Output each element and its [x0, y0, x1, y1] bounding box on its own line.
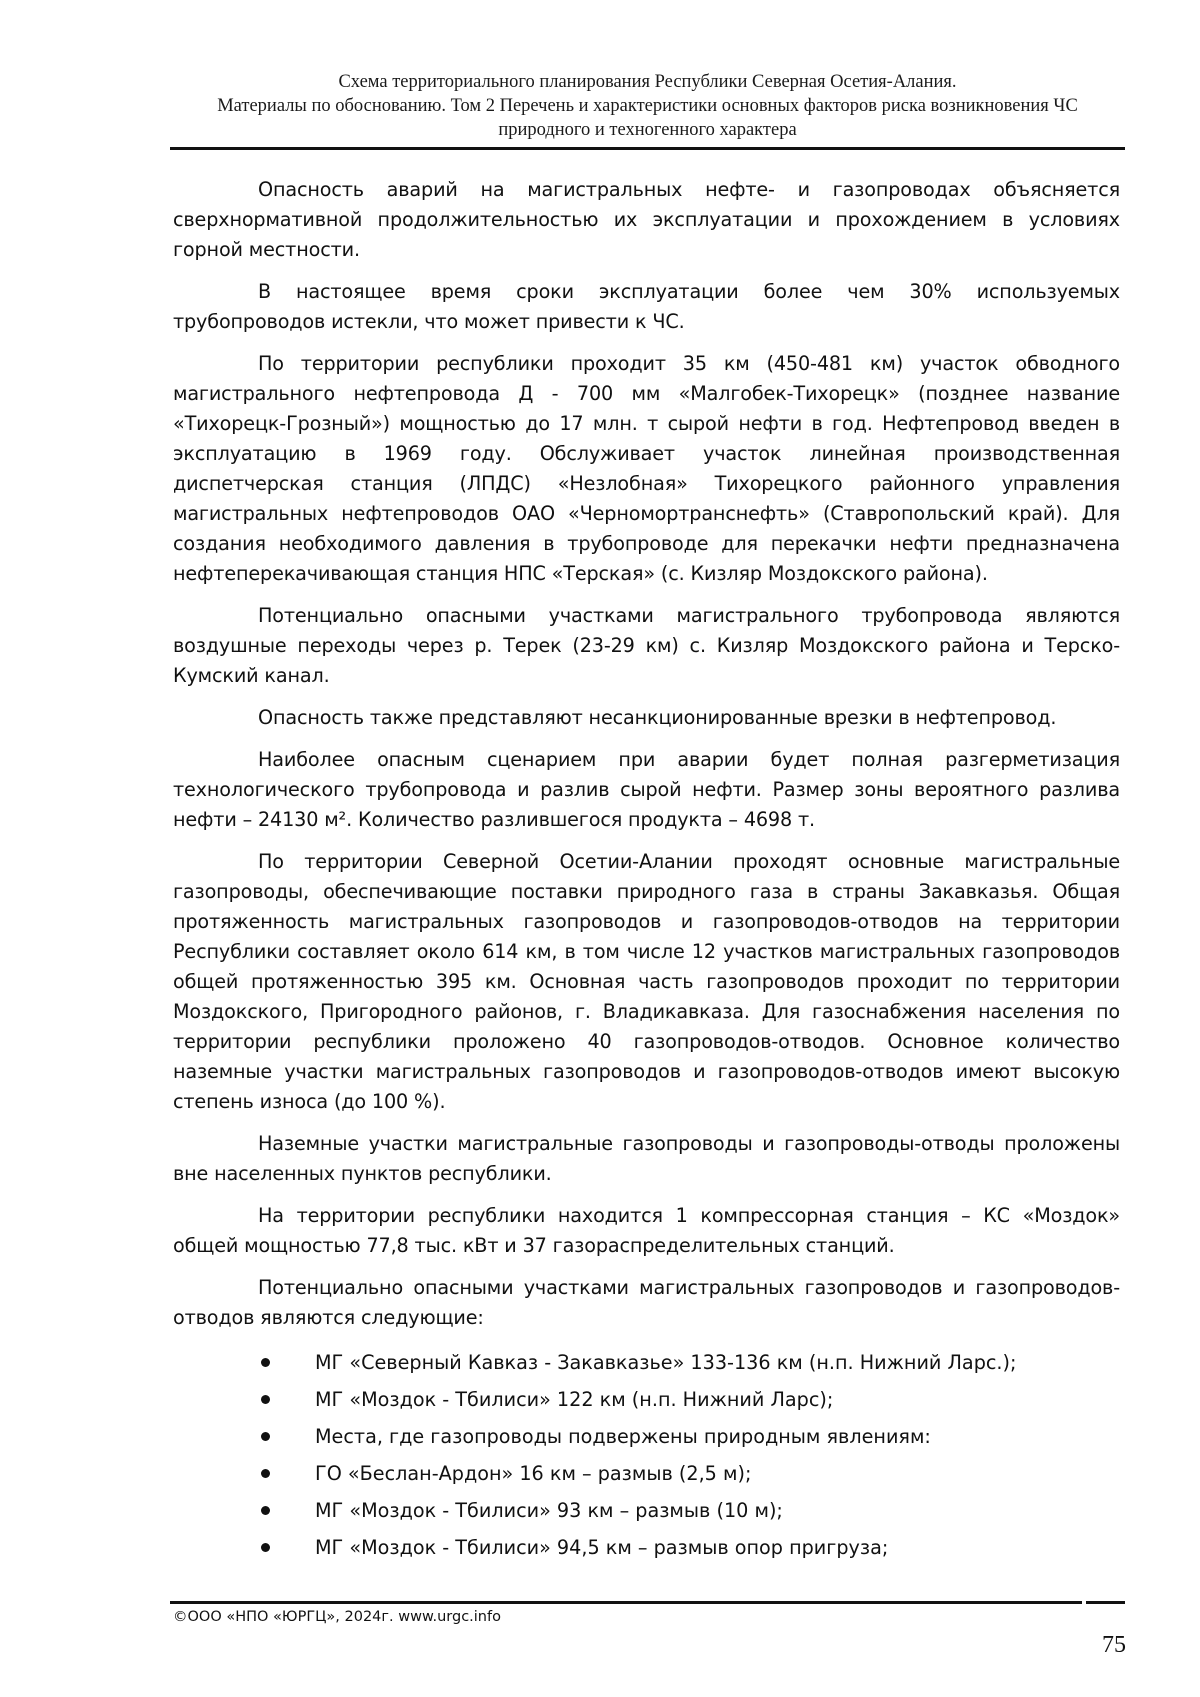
- bullet-icon: [261, 1432, 270, 1441]
- header-line-2: Материалы по обоснованию. Том 2 Перечень и характеристики основных факторов риска возникновения ЧС: [217, 96, 1078, 116]
- bullet-icon: [261, 1395, 270, 1404]
- footer-divider: [170, 1601, 1125, 1604]
- list-item: [173, 1456, 1120, 1491]
- paragraph: По территории республики проходит 35 км (450-481 км) участок обводного магистрального нефтепровода Д - 700 мм «Малгобек-Тихорецк» (позднее название «Тихорецк-Грозный») мощностью до 17 млн. т сырой нефти в год. Нефтепровод введен в эксплуатацию в 1969 году. Обслуживает участок линейная производственная диспетчерская станция (ЛПДС) «Незлобная» Тихорецкого районного управления магистральных нефтепроводов ОАО «Черномортранснефть» (Ставропольский край). Для создания необходимого давления в трубопроводе для перекачки нефти предназначена нефтеперекачивающая станция НПС «Терская» (с. Кизляр Моздокского района).: [173, 352, 1120, 585]
- list-item-text: МГ «Моздок - Тбилиси» 122 км (н.п. Нижний Ларс);: [315, 1388, 834, 1411]
- page-header: [170, 70, 1125, 142]
- paragraph: Наиболее опасным сценарием при аварии будет полная разгерметизация технологического трубопровода и разлив сырой нефти. Размер зоны вероятного разлива нефти – 24130 м². Количество разлившегося продукта – 4698 т.: [173, 748, 1120, 831]
- list-item-text: ГО «Беслан-Ардон» 16 км – размыв (2,5 м);: [315, 1462, 752, 1485]
- footer-copyright: ©ООО «НПО «ЮРГЦ», 2024г. www.urgc.info: [173, 1609, 501, 1625]
- bullet-list: [173, 1345, 1120, 1565]
- bullet-icon: [261, 1469, 270, 1478]
- page-number: 75: [1102, 1632, 1126, 1658]
- paragraph: На территории республики находится 1 компрессорная станция – КС «Моздок» общей мощностью 77,8 тыс. кВт и 37 газораспределительных станций.: [173, 1204, 1120, 1257]
- list-item: [173, 1382, 1120, 1417]
- list-item-text: Места, где газопроводы подвержены природным явлениям:: [315, 1425, 931, 1448]
- header-line-3: природного и техногенного характера: [498, 120, 797, 140]
- paragraph: По территории Северной Осетии-Алании проходят основные магистральные газопроводы, обеспечивающие поставки природного газа в страны Закавказья. Общая протяженность магистральных газопроводов и газопроводов-отводов на территории Республики составляет около 614 км, в том числе 12 участков магистральных газопроводов общей протяженностью 395 км. Основная часть газопроводов проходит по территории Моздокского, Пригородного районов, г. Владикавказа. Для газоснабжения населения по территории республики проложено 40 газопроводов-отводов. Основное количество наземные участки магистральных газопроводов и газопроводов-отводов имеют высокую степень износа (до 100 %).: [173, 850, 1120, 1113]
- paragraph: Потенциально опасными участками магистрального трубопровода являются воздушные переходы через р. Терек (23-29 км) с. Кизляр Моздокского района и Терско-Кумский канал.: [173, 604, 1120, 687]
- list-item: [173, 1493, 1120, 1528]
- list-item-text: МГ «Моздок - Тбилиси» 94,5 км – размыв опор пригруза;: [315, 1536, 889, 1559]
- list-item-text: МГ «Северный Кавказ - Закавказье» 133-136 км (н.п. Нижний Ларс.);: [315, 1351, 1017, 1374]
- paragraph: Наземные участки магистральные газопроводы и газопроводы-отводы проложены вне населенных пунктов республики.: [173, 1132, 1120, 1185]
- list-item: [173, 1345, 1120, 1380]
- document-body: [173, 175, 1120, 1567]
- paragraph: Опасность аварий на магистральных нефте- и газопроводах объясняется сверхнормативной продолжительностью их эксплуатации и прохождением в условиях горной местности.: [173, 178, 1120, 261]
- header-divider: [170, 147, 1125, 150]
- header-line-1: Схема территориального планирования Республики Северная Осетия-Алания.: [338, 72, 957, 92]
- paragraph: Опасность также представляют несанкционированные врезки в нефтепровод.: [258, 706, 1057, 729]
- paragraph: Потенциально опасными участками магистральных газопроводов и газопроводов-отводов являются следующие:: [173, 1276, 1120, 1329]
- paragraph: В настоящее время сроки эксплуатации более чем 30% используемых трубопроводов истекли, что может привести к ЧС.: [173, 280, 1120, 333]
- list-item-text: МГ «Моздок - Тбилиси» 93 км – размыв (10 м);: [315, 1499, 783, 1522]
- bullet-icon: [261, 1506, 270, 1515]
- list-item: [173, 1530, 1120, 1565]
- bullet-icon: [261, 1358, 270, 1367]
- bullet-icon: [261, 1543, 270, 1552]
- footer-divider-gap: [1082, 1601, 1086, 1604]
- list-item: [173, 1419, 1120, 1454]
